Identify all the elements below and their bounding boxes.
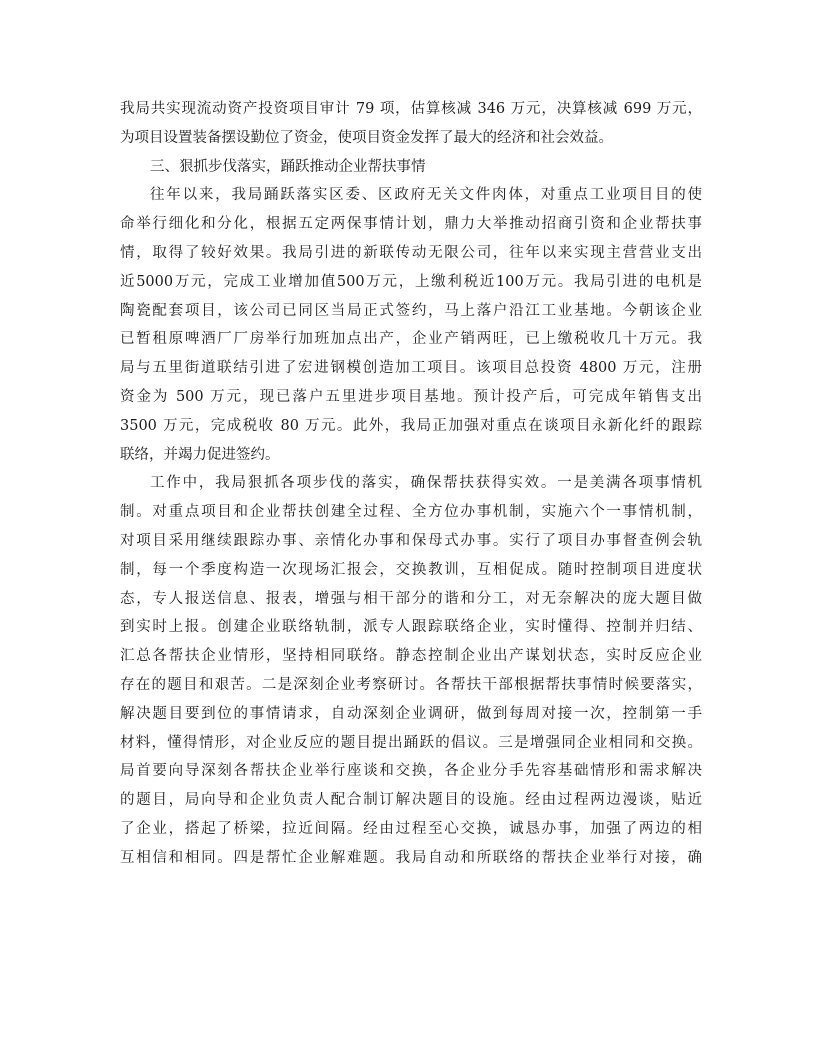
text-line: 陶瓷配套项目，该公司已同区当局正式签约，马上落户沿江工业基地。今朝该企业 (120, 302, 702, 319)
text-line: 我局共实现流动资产投资项目审计 79 项，估算核减 346 万元，决算核减 699 万元， (120, 101, 702, 117)
paragraph-work-mechanisms (120, 469, 702, 872)
document-page (120, 95, 702, 873)
text-line: 的题目，局向导和企业负责人配合制订解决题目的设施。经由过程两边漫谈，贴近 (120, 792, 702, 809)
text-line: 为项目设置装备摆设勤位了资金，使项目资金发挥了最大的经济和社会效益。 (120, 129, 613, 146)
text-line: 到实时上报。创建企业联络轨制，派专人跟踪联络企业，实时懂得、控制并归结、 (120, 619, 702, 636)
text-line: 态，专人报送信息、报表，增强与相干部分的谐和分工，对无奈解决的庞大题目做 (120, 590, 702, 607)
text-line: 往年以来，我局踊跃落实区委、区政府无关文件肉体，对重点工业项目目的使 (150, 187, 702, 204)
text-line: 制。对重点项目和企业帮扶创建全过程、全方位办事机制，实施六个一事情机制， (120, 504, 702, 521)
text-line: 存在的题目和艰苦。二是深刻企业考察研讨。各帮扶干部根据帮扶事情时候要落实， (120, 676, 702, 693)
text-line: 汇总各帮扶企业情形，坚持相同联络。静态控制企业出产谋划状态，实时反应企业 (120, 648, 702, 665)
heading-text: 三、狠抓步伐落实，踊跃推动企业帮扶事情 (150, 158, 426, 175)
text-line: 局首要向导深刻各帮扶企业举行座谈和交换，各企业分手先容基础情形和需求解决 (120, 763, 702, 780)
text-line: 材料，懂得情形，对企业反应的题目提出踊跃的倡议。三是增强同企业相同和交换。 (120, 734, 702, 751)
text-line: 资金为 500 万元，现已落户五里进步项目基地。预计投产后，可完成年销售支出 (120, 388, 702, 405)
text-line: 已暂租原啤酒厂厂房举行加班加点出产，企业产销两旺，已上缴税收几十万元。我 (120, 331, 702, 348)
text-line: 情，取得了较好效果。我局引进的新联传动无限公司，往年以来实现主营营业支出 (120, 244, 702, 261)
text-line: 局与五里街道联结引进了宏进钢模创造加工项目。该项目总投资 4800 万元，注册 (120, 360, 702, 377)
text-line: 近5000万元，完成工业增加值500万元，上缴利税近100万元。我局引进的电机是 (120, 273, 702, 290)
text-line: 解决题目要到位的事情请求，自动深刻企业调研，做到每周对接一次，控制第一手 (120, 705, 702, 722)
text-line: 联络，并竭力促进签约。 (120, 446, 280, 463)
text-line: 对项目采用继续跟踪办事、亲情化办事和保母式办事。实行了项目办事督查例会轨 (120, 532, 702, 549)
text-line: 命举行细化和分化，根据五定两保事情计划，鼎力大举推动招商引资和企业帮扶事 (120, 216, 702, 233)
text-line: 互相信和相同。四是帮忙企业解难题。我局自动和所联络的帮扶企业举行对接，确 (120, 849, 702, 866)
text-line: 3500 万元，完成税收 80 万元。此外，我局正加强对重点在谈项目永新化纤的跟踪 (120, 417, 702, 434)
text-line: 制，每一个季度构造一次现场汇报会，交换教训，互相促成。随时控制项目进度状 (120, 561, 702, 578)
text-line: 了企业，搭起了桥梁，拉近间隔。经由过程至心交换，诚恳办事，加强了两边的相 (120, 820, 702, 837)
section-heading (120, 153, 702, 182)
paragraph-audit-summary (120, 95, 702, 153)
text-line: 工作中，我局狠抓各项步伐的落实，确保帮扶获得实效。一是美满各项事情机 (150, 475, 702, 492)
paragraph-investment-projects (120, 181, 702, 469)
